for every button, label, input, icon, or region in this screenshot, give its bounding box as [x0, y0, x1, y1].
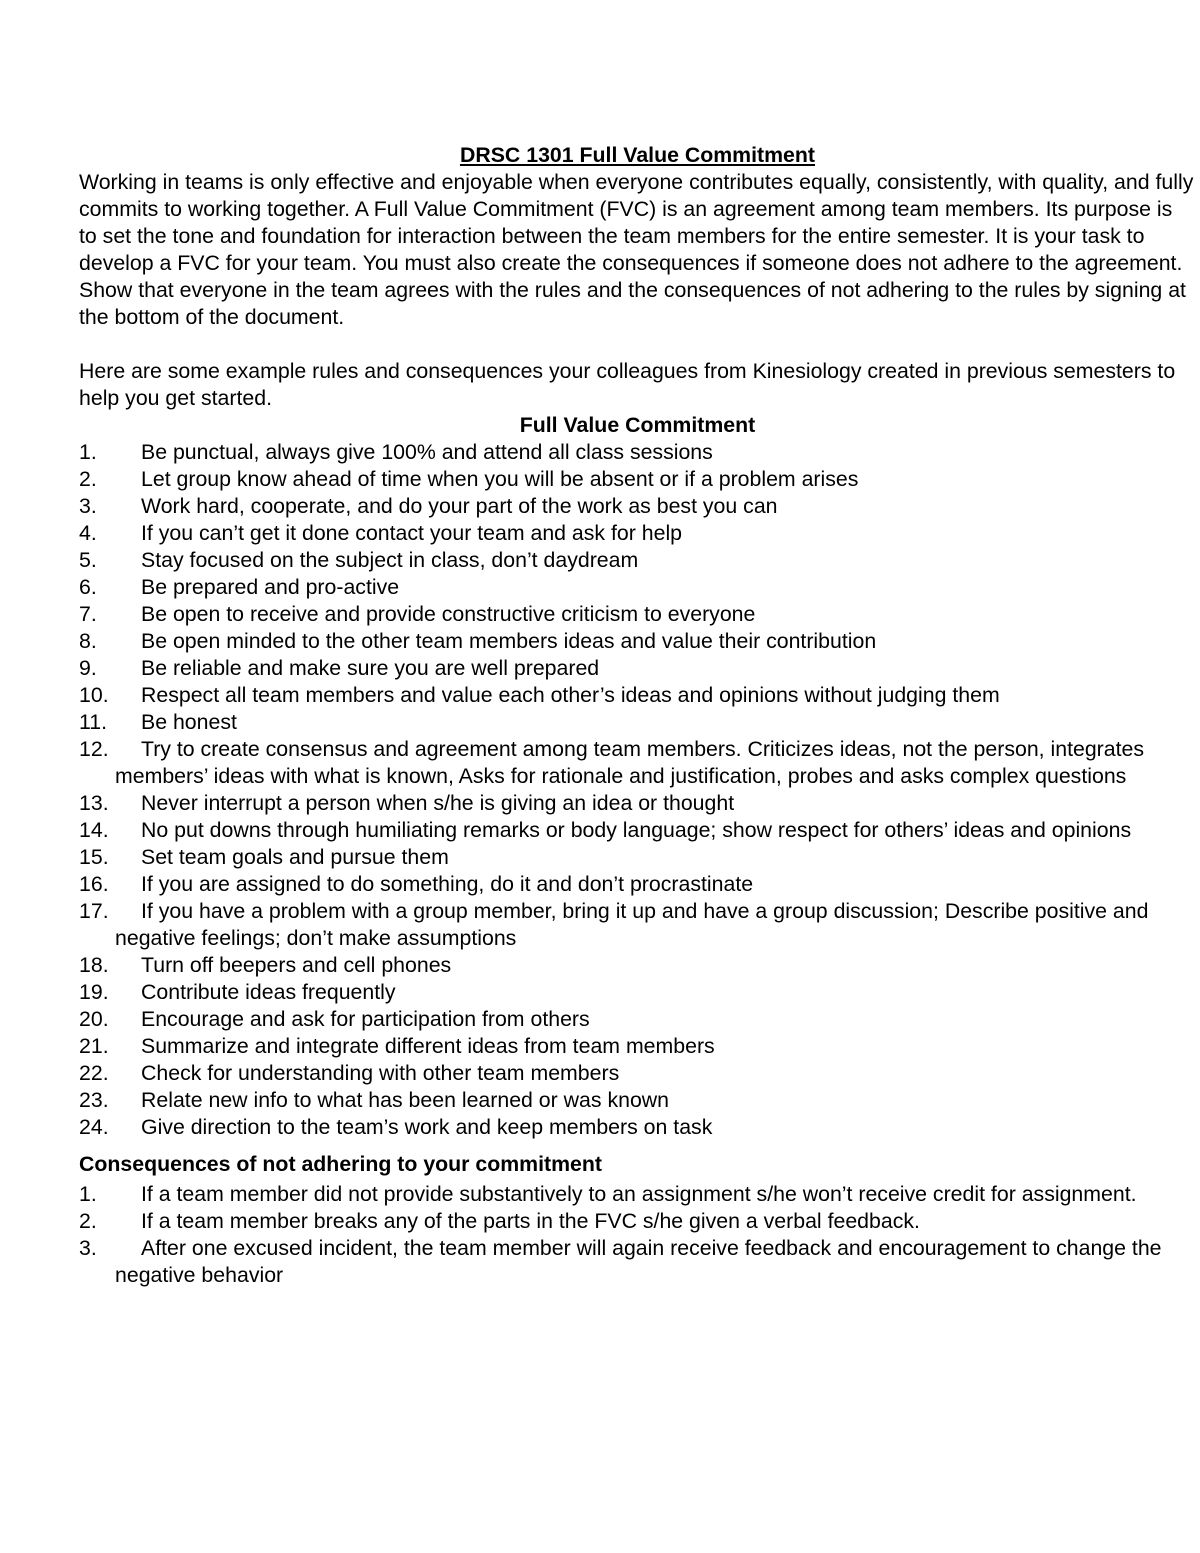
- consequences-list: [79, 1181, 1194, 1289]
- rule-item: [79, 1060, 1194, 1087]
- rule-item-text: Work hard, cooperate, and do your part of the work as best you can: [141, 494, 778, 518]
- rule-item-text: Be open minded to the other team members ideas and value their contribution: [141, 629, 877, 653]
- document-page: [79, 142, 1194, 1289]
- rule-item-text: Try to create consensus and agreement among team members. Criticizes ideas, not the person, integrates members’ ideas with what is known, Asks for rationale and justification, probes and asks complex questions: [115, 737, 1145, 788]
- rule-item: [79, 682, 1194, 709]
- rule-item: [79, 1006, 1194, 1033]
- rule-item: [79, 817, 1194, 844]
- rule-item-number: 19.: [79, 980, 109, 1004]
- rule-item-number: 22.: [79, 1061, 109, 1085]
- rule-item-text: Give direction to the team’s work and keep members on task: [141, 1115, 713, 1139]
- rules-heading: Full Value Commitment: [519, 413, 756, 437]
- consequence-item-number: 3.: [79, 1236, 97, 1260]
- rule-item-number: 9.: [79, 656, 97, 680]
- rule-item-number: 6.: [79, 575, 97, 599]
- rule-item-number: 1.: [79, 440, 97, 464]
- rule-item-number: 23.: [79, 1088, 109, 1112]
- examples-intro-paragraph: Here are some example rules and consequences your colleagues from Kinesiology created in previous semesters to help you get started.: [79, 359, 1176, 410]
- rule-item-number: 13.: [79, 791, 109, 815]
- rule-item-number: 20.: [79, 1007, 109, 1031]
- rule-item: [79, 1114, 1194, 1141]
- intro-paragraph: Working in teams is only effective and enjoyable when everyone contributes equally, consistently, with quality, and fully commits to working together. A Full Value Commitment (FVC) is an agreement among team members. Its purpose is to set the tone and foundation for interaction between the team members for the entire semester. It is your task to develop a FVC for your team. You must also create the consequences if someone does not adhere to the agreement. Show that everyone in the team agrees with the rules and the consequences of not adhering to the rules by signing at the bottom of the document.: [79, 170, 1194, 329]
- rule-item: [79, 871, 1194, 898]
- rule-item: [79, 493, 1194, 520]
- rule-item-text: Relate new info to what has been learned or was known: [141, 1088, 670, 1112]
- rule-item: [79, 574, 1194, 601]
- rule-item-number: 11.: [79, 710, 108, 734]
- rule-item-number: 18.: [79, 953, 109, 977]
- rule-item: [79, 547, 1194, 574]
- rule-item-text: Contribute ideas frequently: [141, 980, 396, 1004]
- rule-item-text: Be reliable and make sure you are well prepared: [141, 656, 600, 680]
- rule-item-number: 7.: [79, 602, 97, 626]
- rule-item: [79, 1087, 1194, 1114]
- rule-item: [79, 1033, 1194, 1060]
- rule-item: [79, 628, 1194, 655]
- rule-item-text: Be honest: [141, 710, 237, 734]
- rule-item-number: 3.: [79, 494, 97, 518]
- rule-item-text: No put downs through humiliating remarks or body language; show respect for others’ ideas and opinions: [141, 818, 1132, 842]
- rule-item: [79, 466, 1194, 493]
- rule-item: [79, 655, 1194, 682]
- blank-line: [79, 331, 1194, 358]
- consequence-item-text: If a team member breaks any of the parts in the FVC s/he given a verbal feedback.: [141, 1209, 920, 1233]
- consequences-heading: Consequences of not adhering to your commitment: [79, 1152, 603, 1176]
- rule-item-text: Be open to receive and provide constructive criticism to everyone: [141, 602, 756, 626]
- rule-item: [79, 979, 1194, 1006]
- rule-item-text: Set team goals and pursue them: [141, 845, 449, 869]
- rule-item-text: If you have a problem with a group member, bring it up and have a group discussion; Describe positive and negative feelings; don’t make assumptions: [115, 899, 1149, 950]
- rule-item-text: Never interrupt a person when s/he is giving an idea or thought: [141, 791, 735, 815]
- consequence-item: [79, 1235, 1194, 1289]
- rule-item: [79, 439, 1194, 466]
- rule-item-number: 15.: [79, 845, 109, 869]
- rules-list: [79, 439, 1194, 1141]
- rule-item-text: If you are assigned to do something, do it and don’t procrastinate: [141, 872, 754, 896]
- rule-item: [79, 601, 1194, 628]
- rule-item-number: 10.: [79, 683, 109, 707]
- rule-item-number: 8.: [79, 629, 97, 653]
- consequence-item-text: If a team member did not provide substantively to an assignment s/he won’t receive credit for assignment.: [141, 1182, 1137, 1206]
- consequence-item-number: 1.: [79, 1182, 97, 1206]
- consequence-item-text: After one excused incident, the team member will again receive feedback and encouragement to change the negative behavior: [115, 1236, 1162, 1287]
- rule-item-number: 14.: [79, 818, 109, 842]
- consequence-item: [79, 1208, 1194, 1235]
- rule-item-text: Check for understanding with other team members: [141, 1061, 620, 1085]
- rule-item: [79, 520, 1194, 547]
- rule-item: [79, 844, 1194, 871]
- rule-item-text: Respect all team members and value each other’s ideas and opinions without judging them: [141, 683, 1000, 707]
- rule-item: [79, 898, 1194, 952]
- rule-item-text: Summarize and integrate different ideas from team members: [141, 1034, 715, 1058]
- rule-item-text: Be prepared and pro-active: [141, 575, 400, 599]
- consequence-item: [79, 1181, 1194, 1208]
- rule-item-text: Stay focused on the subject in class, don’t daydream: [141, 548, 639, 572]
- document-title: DRSC 1301 Full Value Commitment: [459, 143, 816, 167]
- rule-item-number: 4.: [79, 521, 97, 545]
- rule-item: [79, 736, 1194, 790]
- rule-item-number: 2.: [79, 467, 97, 491]
- rule-item-text: Encourage and ask for participation from others: [141, 1007, 590, 1031]
- rule-item-text: Be punctual, always give 100% and attend all class sessions: [141, 440, 713, 464]
- rule-item-number: 17.: [79, 899, 109, 923]
- rule-item-number: 21.: [79, 1034, 109, 1058]
- rule-item: [79, 952, 1194, 979]
- rule-item-text: If you can’t get it done contact your team and ask for help: [141, 521, 683, 545]
- rule-item-text: Let group know ahead of time when you will be absent or if a problem arises: [141, 467, 859, 491]
- consequence-item-number: 2.: [79, 1209, 97, 1233]
- rule-item-number: 12.: [79, 737, 109, 761]
- rule-item: [79, 790, 1194, 817]
- rule-item: [79, 709, 1194, 736]
- rule-item-number: 16.: [79, 872, 109, 896]
- rule-item-text: Turn off beepers and cell phones: [141, 953, 452, 977]
- rule-item-number: 5.: [79, 548, 97, 572]
- rule-item-number: 24.: [79, 1115, 109, 1139]
